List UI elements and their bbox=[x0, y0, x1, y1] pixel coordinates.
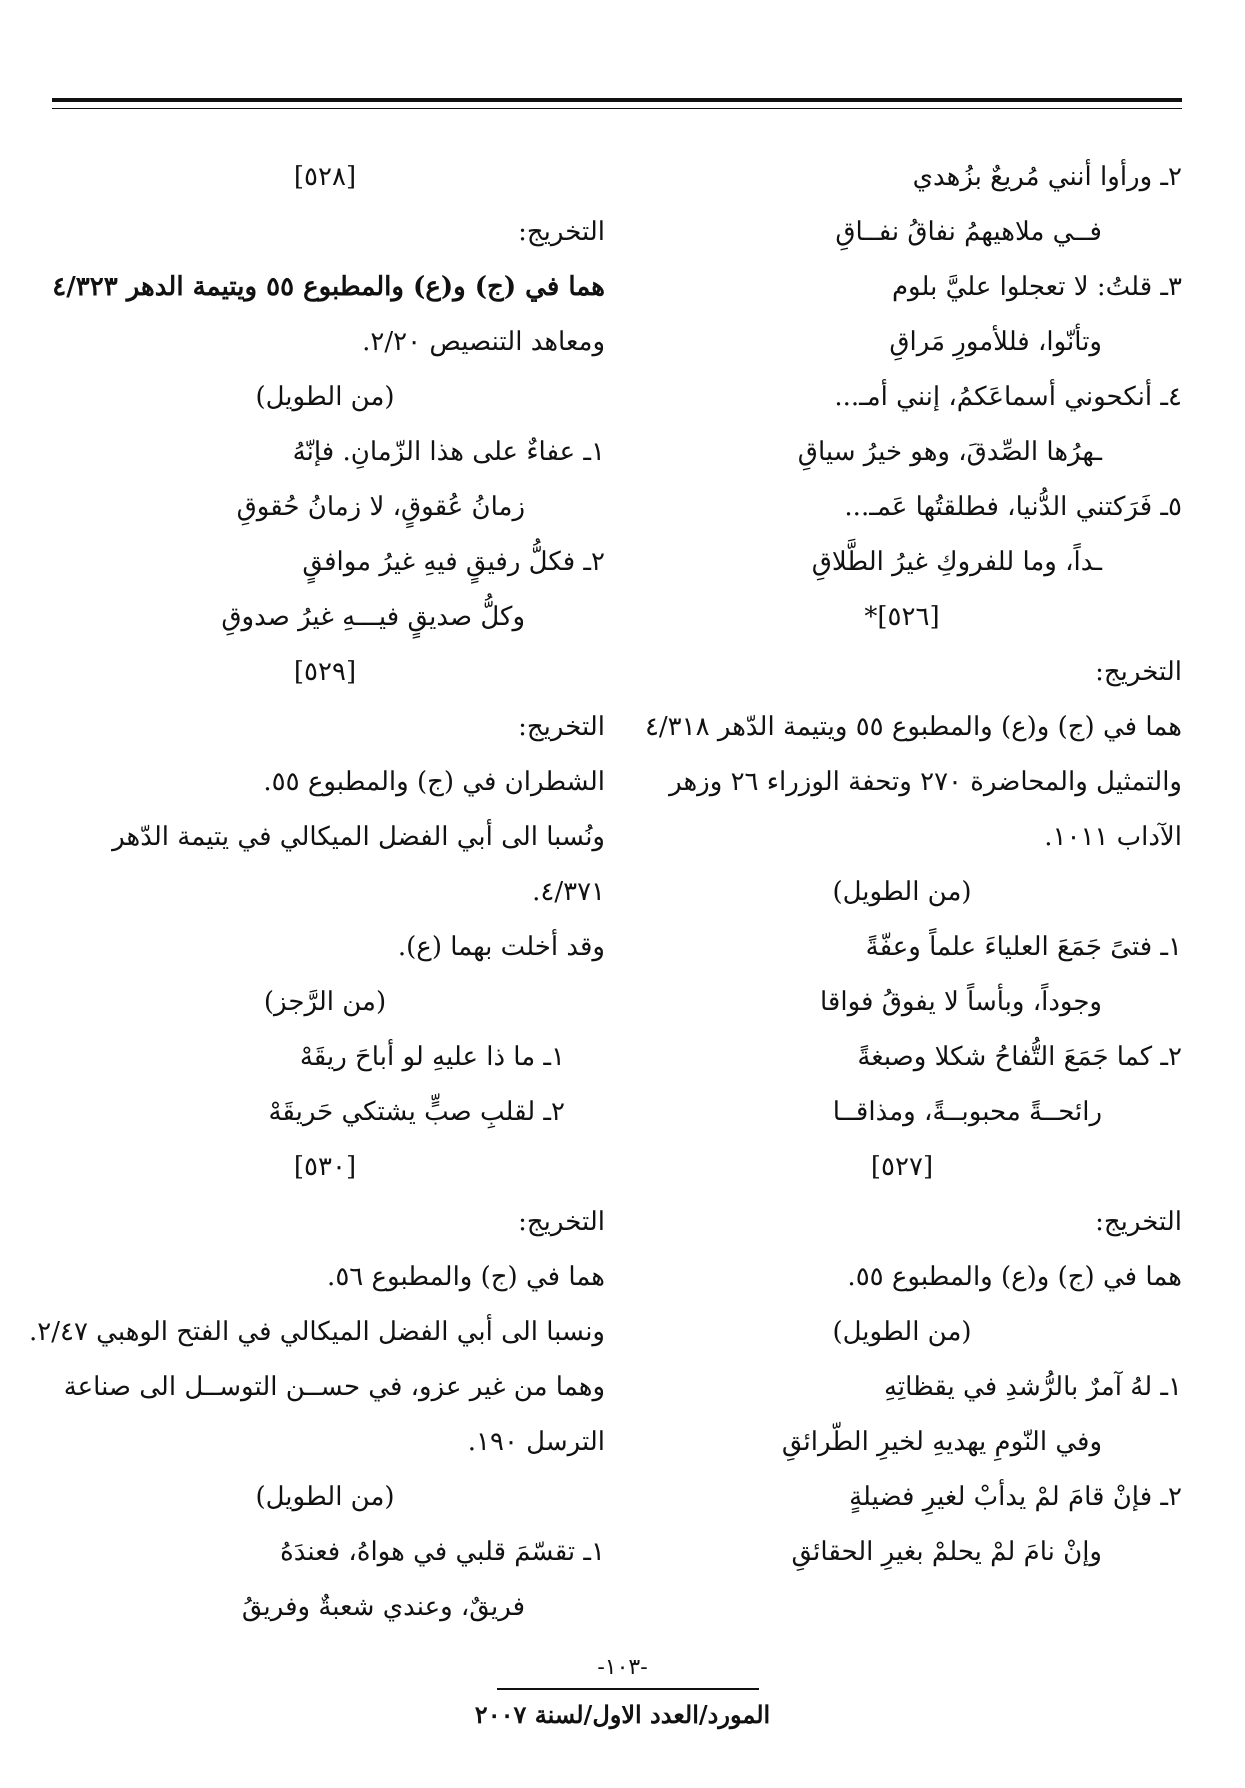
text-line: ١ـ لهُ آمرٌ بالرُّشدِ في يقظاتِهِ bbox=[883, 1372, 1182, 1402]
text-line: [٥٢٩] bbox=[293, 657, 357, 687]
text-line: (من الطويل) bbox=[255, 382, 395, 412]
text-line: التخريج: bbox=[1095, 1207, 1182, 1237]
text-line: [٥٣٠] bbox=[293, 1152, 357, 1182]
text-line: وفي النّومِ يهديهِ لخيرِ الطّرائقِ bbox=[781, 1427, 1102, 1457]
text-line: هما في (ج) و(ع) والمطبوع ٥٥. bbox=[847, 1262, 1182, 1292]
text-line: التخريج: bbox=[1095, 657, 1182, 687]
text-line: ـداً، وما للفروكِ غيرُ الطَّلاقِ bbox=[811, 547, 1102, 577]
text-line: (من الرَّجز) bbox=[263, 987, 387, 1017]
text-line: ١ـ تقسّمَ قلبي في هواهُ، فعندَهُ bbox=[280, 1537, 605, 1567]
text-line: هما في (ج) و(ع) والمطبوع ٥٥ ويتيمة الدهر ٤/٣٢٣ bbox=[52, 272, 605, 302]
text-line: [٥٢٨] bbox=[293, 162, 357, 192]
text-line: ـهرُها الصِّدقَ، وهو خيرُ سياقِ bbox=[797, 437, 1102, 467]
top-rule bbox=[52, 98, 1182, 102]
text-line: التخريج: bbox=[518, 217, 605, 247]
text-line: فــي ملاهيهمُ نفاقُ نفــاقِ bbox=[835, 217, 1102, 247]
text-line: وقد أخلت بهما (ع). bbox=[397, 932, 605, 962]
text-line: الترسل ١٩٠. bbox=[467, 1427, 605, 1457]
left-column bbox=[28, 150, 605, 1635]
text-line: (من الطويل) bbox=[255, 1482, 395, 1512]
text-line: ونسبا الى أبي الفضل الميكالي في الفتح الوهبي ٢/٤٧. bbox=[28, 1317, 605, 1347]
top-rule-thin bbox=[52, 108, 1182, 109]
text-line: (من الطويل) bbox=[832, 1317, 972, 1347]
text-line: هما في (ج) و(ع) والمطبوع ٥٥ ويتيمة الدّهر ٤/٣١٨ bbox=[644, 712, 1182, 742]
text-line: التخريج: bbox=[518, 1207, 605, 1237]
text-line: والتمثيل والمحاضرة ٢٧٠ وتحفة الوزراء ٢٦ وزهر bbox=[669, 767, 1182, 797]
text-line: ونُسبا الى أبي الفضل الميكالي في يتيمة الدّهر bbox=[112, 822, 605, 852]
text-line: الشطران في (ج) والمطبوع ٥٥. bbox=[263, 767, 605, 797]
text-line: ٤ـ أنكحوني أسماعَكمُ، إنني أمـ... bbox=[834, 382, 1182, 412]
text-line: ٥ـ فَرَكتني الدُّنيا، فطلقتُها عَمـ... bbox=[844, 492, 1182, 522]
text-line: ١ـ عفاءٌ على هذا الزّمانِ. فإنّهُ bbox=[292, 437, 605, 467]
text-line: ٣ـ قلتُ: لا تعجلوا عليَّ بلوم bbox=[891, 272, 1182, 302]
text-line: ٢ـ فكلُّ رفيقٍ فيهِ غيرُ موافقٍ bbox=[302, 547, 605, 577]
footer-rule bbox=[497, 1688, 759, 1690]
text-line: فريقٌ، وعندي شعبةٌ وفريقُ bbox=[241, 1592, 525, 1622]
text-line: ٢ـ لقلبِ صبٍّ يشتكي حَريقَهْ bbox=[268, 1097, 565, 1127]
text-line: [٥٢٧] bbox=[870, 1152, 934, 1182]
text-line: ١ـ فتىً جَمَعَ العلياءَ علماً وعفّةً bbox=[865, 932, 1182, 962]
right-column bbox=[622, 150, 1182, 1580]
text-line: ٢ـ فإنْ قامَ لمْ يدأبْ لغيرِ فضيلةٍ bbox=[849, 1482, 1182, 1512]
text-line: رائحــةً محبوبــةً، ومذاقــا bbox=[832, 1097, 1102, 1127]
text-line: ٤/٣٧١. bbox=[532, 877, 605, 907]
journal-line: المورد/العدد الاول/لسنة ٢٠٠٧ bbox=[474, 1700, 771, 1729]
text-line: التخريج: bbox=[518, 712, 605, 742]
text-line: ١ـ ما ذا عليهِ لو أباحَ ريقَهْ bbox=[299, 1042, 565, 1072]
text-line: زمانُ عُقوقٍ، لا زمانُ حُقوقِ bbox=[236, 492, 525, 522]
text-line: ومعاهد التنصيص ٢/٢٠. bbox=[362, 327, 605, 357]
text-line: (من الطويل) bbox=[832, 877, 972, 907]
text-line: ٢ـ ورأوا أنني مُريعٌ بزُهدي bbox=[912, 162, 1182, 192]
text-line: وتأنّوا، فللأمورِ مَراقِ bbox=[889, 327, 1102, 357]
text-line: ٢ـ كما جَمَعَ التُّفاحُ شكلا وصبغةً bbox=[857, 1042, 1182, 1072]
text-line: وإنْ نامَ لمْ يحلمْ بغيرِ الحقائقِ bbox=[791, 1537, 1102, 1567]
text-line: الآداب ١٠١١. bbox=[1044, 822, 1182, 852]
text-line: وهما من غير عزو، في حســن التوســل الى صناعة bbox=[63, 1372, 605, 1402]
text-line: وجوداً، وبأساً لا يفوقُ فواقا bbox=[820, 987, 1102, 1017]
text-line: هما في (ج) والمطبوع ٥٦. bbox=[327, 1262, 605, 1292]
page-number: -١٠٣- bbox=[597, 1655, 648, 1680]
text-line: [٥٢٦]* bbox=[864, 602, 940, 632]
text-line: وكلُّ صديقٍ فيـــهِ غيرُ صدوقِ bbox=[221, 602, 525, 632]
